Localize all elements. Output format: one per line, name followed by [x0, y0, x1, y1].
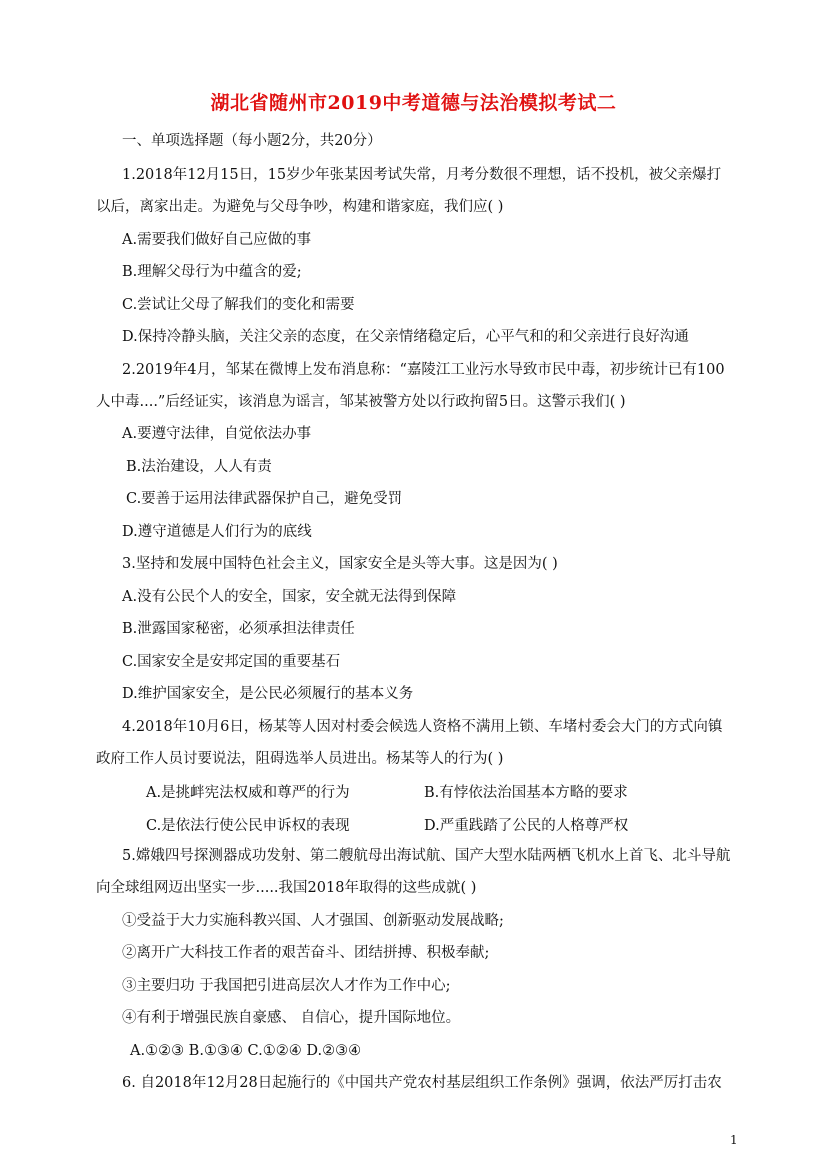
- q1-stem-line1: 1.2018年12月15日，15岁少年张某因考试失常，月考分数很不理想，话不投机，被父亲爆打: [122, 167, 722, 183]
- q3-stem: 3.坚持和发展中国特色社会主义，国家安全是头等大事。这是因为( ): [122, 556, 558, 572]
- section-heading: 一、单项选择题（每小题2分，共20分）: [122, 133, 382, 149]
- q1-option-b: B.理解父母行为中蕴含的爱;: [122, 264, 302, 280]
- q5-statement-2: ②离开广大科技工作者的艰苦奋斗、团结拼搏、积极奉献;: [122, 945, 490, 961]
- q5-statement-3: ③主要归功 于我国把引进高层次人才作为工作中心;: [122, 978, 451, 994]
- q2-option-c: C.要善于运用法律武器保护自己，避免受罚: [126, 491, 403, 507]
- q5-statement-1: ①受益于大力实施科教兴国、人才强国、创新驱动发展战略;: [122, 913, 504, 929]
- q1-option-d: D.保持冷静头脑，关注父亲的态度，在父亲情绪稳定后，心平气和的和父亲进行良好沟通: [122, 329, 689, 345]
- q1-option-a: A.需要我们做好自己应做的事: [122, 232, 312, 248]
- q4-option-c: C.是依法行使公民申诉权的表现: [146, 818, 350, 834]
- q2-option-a: A.要遵守法律，自觉依法办事: [122, 426, 312, 442]
- q3-option-a: A.没有公民个人的安全，国家，安全就无法得到保障: [122, 589, 457, 605]
- q4-option-a: A.是挑衅宪法权威和尊严的行为: [146, 785, 350, 801]
- q3-option-d: D.维护国家安全，是公民必须履行的基本义务: [122, 686, 414, 702]
- q2-option-d: D.遵守道德是人们行为的底线: [122, 524, 312, 540]
- q2-stem-line2: 人中毒....”后经证实，该消息为谣言，邹某被警方处以行政拘留5日。这警示我们( ): [96, 394, 626, 410]
- q4-option-b: B.有悖依法治国基本方略的要求: [424, 785, 628, 801]
- q5-options: A.①②③ B.①③④ C.①②④ D.②③④: [130, 1043, 362, 1059]
- document-title: 湖北省随州市2019中考道德与法治模拟考试二: [210, 92, 617, 114]
- q1-option-c: C.尝试让父母了解我们的变化和需要: [122, 297, 355, 313]
- q5-stem-line1: 5.嫦娥四号探测器成功发射、第二艘航母出海试航、国产大型水陆两栖飞机水上首飞、北斗导航: [122, 848, 731, 864]
- page-number: 1: [730, 1133, 738, 1147]
- q4-option-d: D.严重践踏了公民的人格尊严权: [424, 818, 629, 834]
- q6-stem-line1: 6. 自2018年12月28日起施行的《中国共产党农村基层组织工作条例》强调，依法严厉打击农: [122, 1075, 722, 1091]
- q3-option-c: C.国家安全是安邦定国的重要基石: [122, 654, 341, 670]
- q4-stem-line1: 4.2018年10月6日，杨某等人因对村委会候选人资格不满用上锁、车堵村委会大门的方式向镇: [122, 719, 723, 735]
- q4-stem-line2: 政府工作人员讨要说法，阻碍选举人员进出。杨某等人的行为( ): [96, 751, 504, 767]
- q2-option-b: B.法治建设，人人有责: [126, 459, 272, 475]
- q1-stem-line2: 以后，离家出走。为避免与父母争吵，构建和谐家庭，我们应( ): [96, 199, 504, 215]
- q5-statement-4: ④有利于增强民族自豪感、 自信心，提升国际地位。: [122, 1010, 461, 1026]
- q3-option-b: B.泄露国家秘密，必须承担法律责任: [122, 621, 355, 637]
- q2-stem-line1: 2.2019年4月，邹某在微博上发布消息称：“嘉陵江工业污水导致市民中毒，初步统计已有100: [122, 362, 725, 378]
- q5-stem-line2: 向全球组网迈出坚实一步.....我国2018年取得的这些成就( ): [96, 880, 477, 896]
